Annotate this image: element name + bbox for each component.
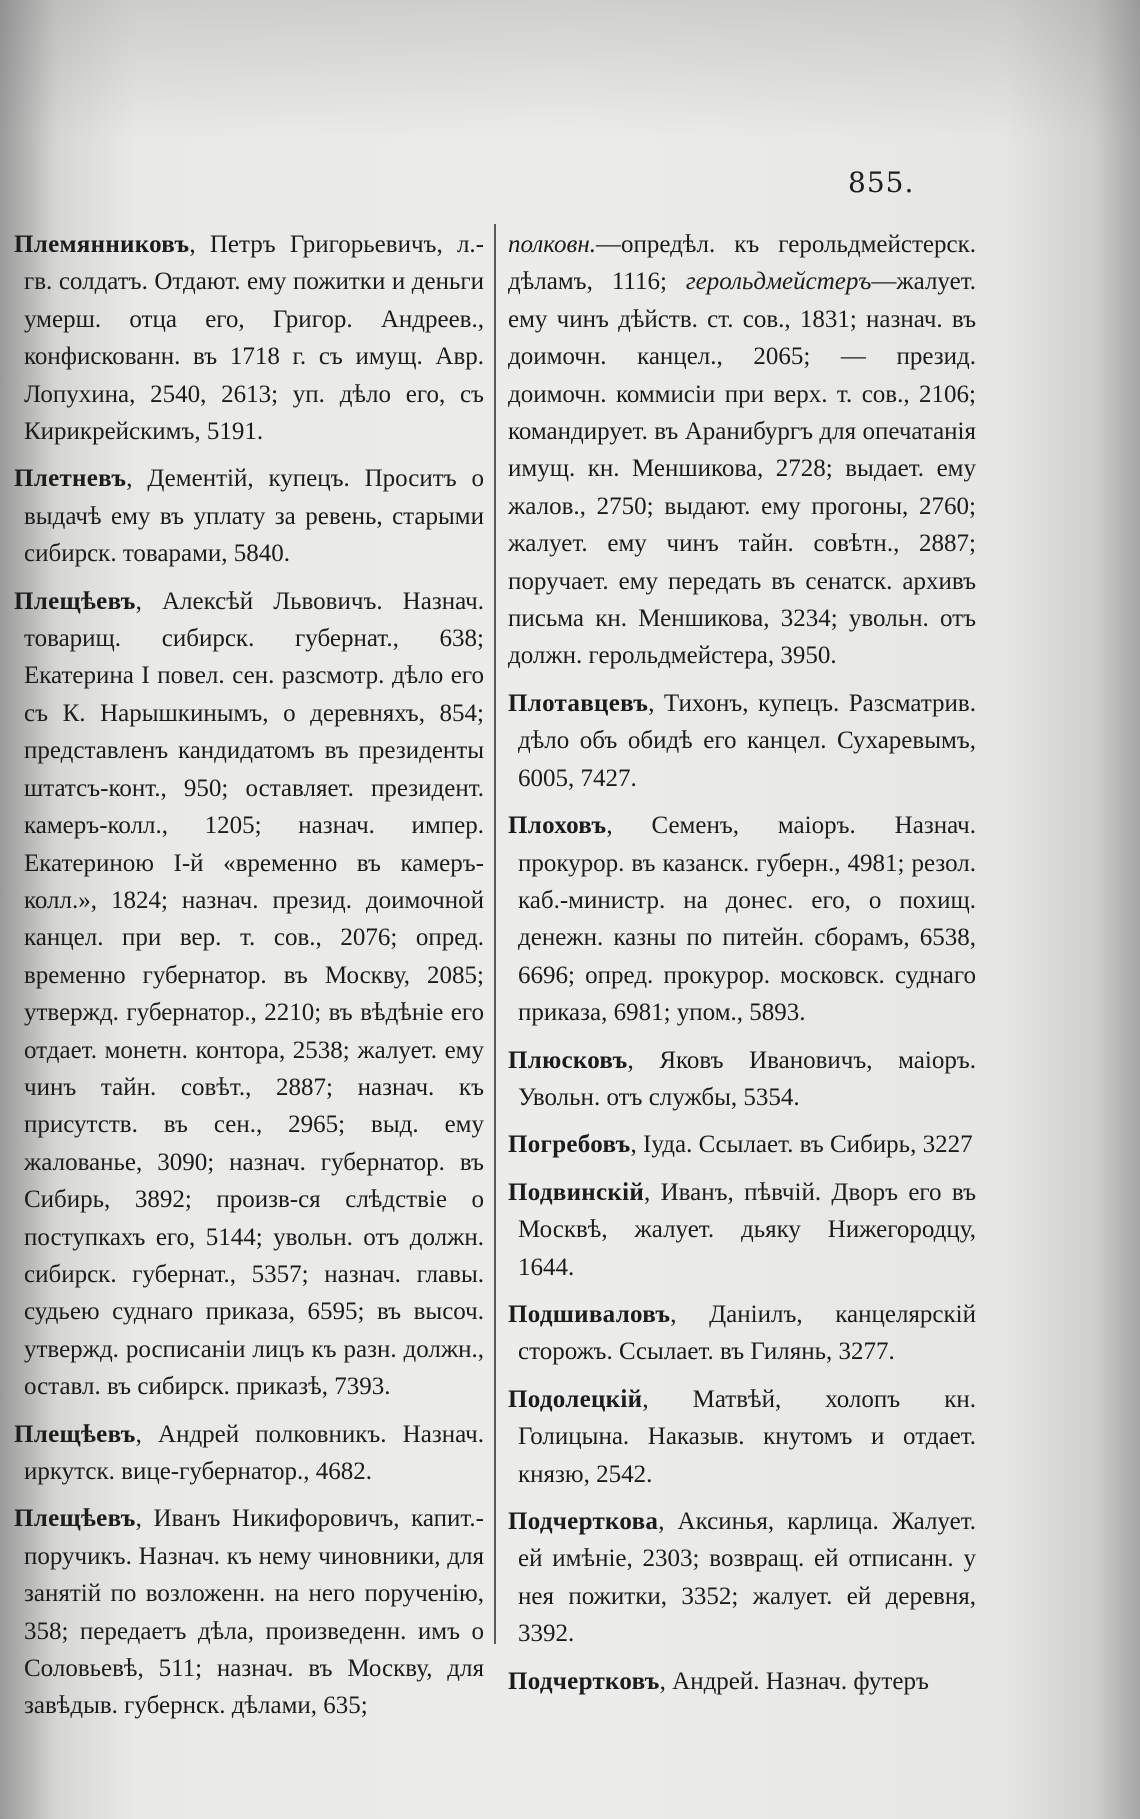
entry-headword: Плещѣевъ <box>14 1505 136 1533</box>
entry-text: , Дементій, купецъ. Проситъ о выдачѣ ему въ уплату за ревень, старыми сибирск. товарами, 5840. <box>24 465 484 568</box>
entry-headword: Подшиваловъ <box>508 1300 671 1328</box>
entry-italic: герольдмейстеръ <box>685 268 872 296</box>
entry-text: —опредѣл. къ герольдмейстерск. дѣламъ, 1116; <box>508 231 976 296</box>
entry-text: , Семенъ, маіоръ. Назнач. прокурор. въ казанск. губерн., 4981; резол. каб.-министр. на донес. его, о похищ. денежн. казны по питейн. сборамъ, 6538, 6696; опред. прокурор. московск. суднаго приказа, 6981; упом., 5893. <box>518 812 976 1027</box>
entry-text: , Андрей. Назнач. футеръ <box>659 1667 929 1695</box>
index-entry <box>508 1042 976 1117</box>
page-number: 855. <box>848 166 915 199</box>
left-column <box>14 226 484 1735</box>
index-entry <box>14 1500 484 1724</box>
entry-text: , Матвѣй, холопъ кн. Голицына. Наказыв. кнутомъ и отдает. князю, 2542. <box>518 1385 976 1488</box>
index-entry <box>508 1663 976 1700</box>
entry-headword: Подчертковъ <box>508 1667 660 1695</box>
index-entry <box>14 1416 484 1491</box>
entry-text: , Петръ Григорьевичъ, л.-гв. солдатъ. Отдают. ему пожитки и деньги умерш. отца его, Григор. Андреев., конфискованн. въ 1718 г. съ имущ. Авр. Лопухина, 2540, 2613; уп. дѣло его, съ Кирикрейскимъ, 5191. <box>24 231 484 446</box>
index-entry <box>14 460 484 572</box>
page-shadow <box>0 0 1140 140</box>
index-entry <box>14 226 484 450</box>
index-entry <box>508 1126 976 1163</box>
index-entry <box>508 1296 976 1371</box>
index-entry <box>508 1174 976 1286</box>
entry-italic: полковн. <box>508 231 597 258</box>
entry-headword: Плетневъ <box>14 465 127 493</box>
entry-text: , Тихонъ, купецъ. Разсматрив. дѣло объ обидѣ его канцел. Сухаревымъ, 6005, 7427. <box>518 689 976 792</box>
entry-headword: Племянниковъ <box>14 231 190 258</box>
entry-headword: Плещѣевъ <box>14 587 136 615</box>
entry-text: , Андрей полковникъ. Назнач. иркутск. вице-губернатор., 4682. <box>24 1420 484 1485</box>
entry-headword: Плоховъ <box>508 812 607 840</box>
index-entry <box>508 807 976 1031</box>
entry-text: , Іуда. Ссылает. въ Сибирь, 3227 <box>630 1131 973 1159</box>
entry-headword: Плюсковъ <box>508 1046 628 1074</box>
entry-text: , Яковъ Ивановичъ, маіоръ. Увольн. отъ службы, 5354. <box>518 1046 976 1111</box>
index-entry <box>508 685 976 797</box>
entry-headword: Подчерткова <box>508 1508 659 1535</box>
entry-text: —жалует. ему чинъ дѣйств. ст. сов., 1831; назнач. въ доимочн. канцел., 2065; — презид. доимочн. коммисіи при верх. т. сов., 2106; командирует. въ Аранибургъ для опечатанія имущ. кн. Меншикова, 2728; выдает. ему жалов., 2750; выдают. ему прогоны, 2760; жалует. ему чинъ тайн. совѣтн., 2887; поручает. ему передать въ сенатск. архивъ письма кн. Меншикова, 3234; увольн. отъ должн. герольдмейстера, 3950. <box>508 268 976 670</box>
column-divider <box>494 224 496 1644</box>
entry-headword: Погребовъ <box>508 1131 631 1159</box>
entry-headword: Плещѣевъ <box>14 1420 136 1448</box>
entry-text: , Алексѣй Львовичъ. Назнач. товарищ. сибирск. губернат., 638; Екатерина I повел. сен. разсмотр. дѣло его съ К. Нарышкинымъ, о деревняхъ, 854; представленъ кандидатомъ въ президенты штатсъ-конт., 950; оставляет. президент. камеръ-колл., 1205; назнач. импер. Екатериною I-й «временно въ камеръ-колл.», 1824; назнач. презид. доимочной канцел. при вер. т. сов., 2076; опред. временно губернатор. въ Москву, 2085; утвержд. губернатор., 2210; въ вѣдѣніе его отдает. монетн. контора, 2538; жалует. ему чинъ тайн. совѣт., 2887; назнач. къ присутств. въ сен., 2965; выд. ему жалованье, 3090; назнач. губернатор. въ Сибирь, 3892; произв-ся слѣдствіе о поступкахъ его, 5144; увольн. отъ должн. сибирск. губернат., 5357; назнач. главы. судьею суднаго приказа, 6595; въ высоч. утвержд. росписаніи лицъ къ разн. должн., оставл. въ сибирск. приказѣ, 7393. <box>24 587 484 1401</box>
right-column <box>508 226 976 1710</box>
index-entry <box>508 1381 976 1493</box>
entry-text: , Аксинья, карлица. Жалует. ей имѣніе, 2303; возвращ. ей отписанн. у нея пожитки, 3352; жалует. ей деревня, 3392. <box>518 1508 976 1648</box>
entry-text: , Даніилъ, канцелярскій сторожъ. Ссылает. въ Гилянь, 3277. <box>518 1300 976 1366</box>
entry-headword: Подолецкій <box>508 1385 643 1413</box>
entry-headword: Подвинскій <box>508 1178 645 1206</box>
index-entry <box>14 583 484 1406</box>
entry-text: , Иванъ, пѣвчій. Дворъ его въ Москвѣ, жалует. дьяку Нижегородцу, 1644. <box>518 1178 976 1281</box>
entry-headword: Плотавцевъ <box>508 689 649 717</box>
index-entry <box>508 1503 976 1653</box>
entry-text: , Иванъ Никифоровичъ, капит.-поручикъ. Назнач. къ нему чиновники, для занятій по возложенн. на него порученію, 358; передаетъ дѣла, произведенн. имъ о Соловьевѣ, 511; назнач. въ Москву, для завѣдыв. губернск. дѣлами, 635; <box>24 1505 484 1720</box>
index-entry-continuation <box>508 226 976 675</box>
